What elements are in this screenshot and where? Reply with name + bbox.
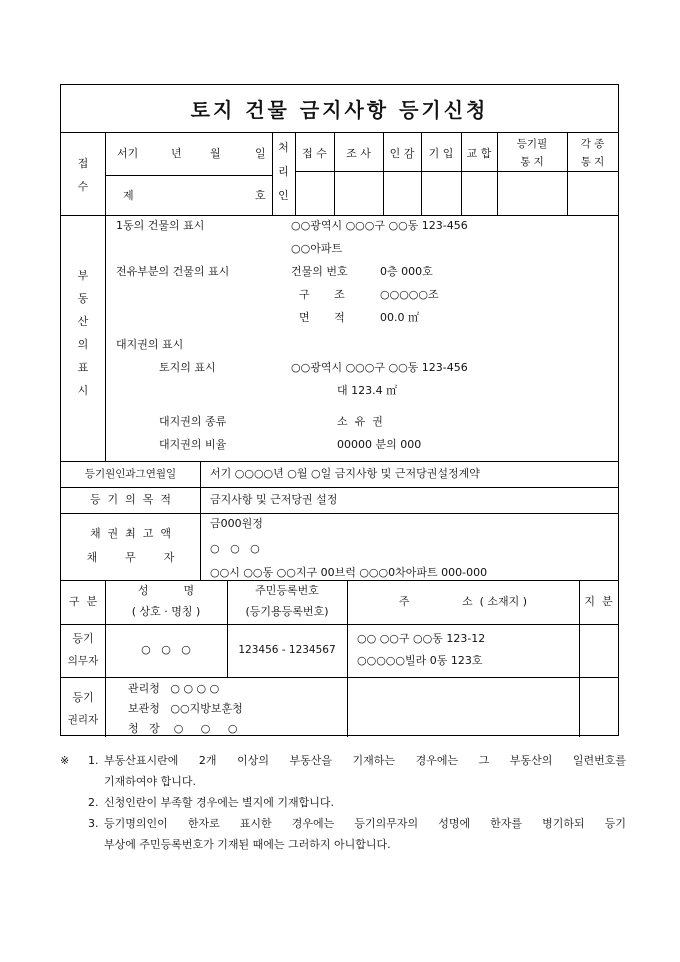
note-3-number: 3. bbox=[88, 817, 99, 830]
note-3 bbox=[60, 813, 626, 834]
divider bbox=[105, 175, 272, 176]
unit-number-value: 0층 000호 bbox=[380, 265, 433, 278]
holder-line-3: 청 장 ○ ○ ○ bbox=[128, 722, 238, 735]
col-verify: 교 합 bbox=[466, 147, 492, 160]
divider bbox=[61, 677, 618, 678]
holder-line-2: 보관청 ○○지방보훈청 bbox=[128, 702, 243, 715]
divider bbox=[295, 171, 618, 172]
property-label-2: 동 bbox=[77, 292, 89, 305]
processing-label-2: 리 bbox=[278, 165, 289, 178]
note-2 bbox=[60, 792, 626, 813]
note-2-text: 신청인란이 부족할 경우에는 별지에 기재합니다. bbox=[104, 796, 335, 809]
receipt-month: 월 bbox=[210, 147, 221, 160]
col-inspect: 조 사 bbox=[346, 147, 371, 160]
form-title: 토지 건물 금지사항 등기신청 bbox=[61, 85, 618, 133]
parties-header-id-a: 주민등록번호 bbox=[255, 584, 319, 597]
receipt-label-b: 수 bbox=[77, 180, 89, 193]
property-label-4: 의 bbox=[77, 338, 89, 351]
parties-header-name-b: ( 상호 · 명칭 ) bbox=[131, 605, 201, 618]
holder-label-a: 등기 bbox=[72, 691, 94, 704]
property-label-1: 부 bbox=[77, 269, 89, 282]
obligor-name: ○ ○ ○ bbox=[141, 643, 191, 656]
divider bbox=[61, 461, 618, 462]
divider bbox=[61, 513, 618, 514]
divider bbox=[61, 580, 618, 581]
building-label: 1동의 건물의 표시 bbox=[116, 219, 205, 232]
divider bbox=[61, 487, 618, 488]
note-3-cont bbox=[60, 834, 626, 855]
right-ratio-label: 대지권의 비율 bbox=[159, 438, 227, 451]
purpose-value: 금지사항 및 근저당권 설정 bbox=[210, 493, 338, 506]
note-3-line-b: 부상에 주민등록번호가 기재된 때에는 그러하지 아니합니다. bbox=[104, 838, 391, 851]
receipt-label-a: 접 bbox=[77, 157, 89, 170]
note-1 bbox=[60, 750, 626, 771]
col-notice-complete-b: 통 지 bbox=[520, 156, 544, 168]
cause-label: 등기원인과그연월일 bbox=[84, 468, 177, 480]
right-type-label: 대지권의 종류 bbox=[159, 415, 227, 428]
divider bbox=[421, 133, 422, 215]
divider bbox=[383, 133, 384, 215]
area-value: 00.0 ㎡ bbox=[380, 311, 419, 324]
note-1-number: 1. bbox=[88, 754, 99, 767]
obligor-label-b: 의무자 bbox=[67, 655, 99, 667]
obligor-address-1: ○○ ○○구 ○○동 123-12 bbox=[357, 632, 486, 645]
divider bbox=[105, 215, 106, 461]
parties-header-address: 주 소 ( 소재지 ) bbox=[398, 595, 528, 608]
land-area: 대 123.4 ㎡ bbox=[337, 384, 398, 397]
obligor-id: 123456 - 1234567 bbox=[238, 644, 336, 656]
obligor-label-a: 등기 bbox=[72, 632, 94, 645]
area-label: 면 적 bbox=[299, 311, 345, 324]
right-type-value: 소 유 권 bbox=[337, 415, 383, 428]
receipt-year-prefix: 서기 bbox=[117, 147, 139, 160]
receipt-number-prefix: 제 bbox=[123, 189, 134, 202]
debtor-label: 채 무 자 bbox=[86, 551, 175, 564]
receipt-year: 년 bbox=[171, 147, 182, 160]
claim-max-value: 금000원정 bbox=[210, 517, 263, 530]
note-3-line-a: 등기명의인이 한자로 표시한 경우에는 등기의무자의 성명에 한자를 병기하되 등기 bbox=[104, 817, 626, 830]
parties-header-name-a: 성 명 bbox=[137, 584, 195, 597]
col-notice-other-b: 통 지 bbox=[580, 156, 605, 168]
receipt-number-suffix: 호 bbox=[255, 189, 266, 202]
divider bbox=[334, 133, 335, 215]
property-label-6: 시 bbox=[77, 384, 89, 397]
note-1-line-b: 기재하여야 합니다. bbox=[104, 775, 197, 788]
cause-value: 서기 ○○○○년 ○월 ○일 금지사항 및 근저당권설정계약 bbox=[210, 467, 480, 480]
right-ratio-value: 00000 분의 000 bbox=[337, 438, 422, 451]
claim-max-label: 채 권 최 고 액 bbox=[89, 527, 172, 540]
divider bbox=[105, 133, 106, 215]
processing-label-1: 처 bbox=[278, 141, 289, 154]
holder-label-b: 권리자 bbox=[67, 714, 99, 726]
unit-number-label: 건물의 번호 bbox=[291, 265, 348, 278]
divider bbox=[461, 133, 462, 215]
registration-form bbox=[60, 84, 619, 736]
obligor-address-2: ○○○○○빌라 0동 123호 bbox=[357, 654, 483, 667]
note-2-number: 2. bbox=[88, 796, 99, 809]
divider bbox=[61, 215, 618, 216]
property-label-5: 표 bbox=[77, 361, 89, 374]
divider bbox=[200, 461, 201, 580]
receipt-day: 일 bbox=[255, 147, 266, 160]
processing-label-3: 인 bbox=[278, 189, 289, 202]
purpose-label: 등 기 의 목 적 bbox=[89, 493, 172, 506]
land-label: 토지의 표시 bbox=[159, 361, 216, 374]
building-address: ○○광역시 ○○○구 ○○동 123-456 bbox=[291, 219, 468, 232]
debtor-address: ○○시 ○○동 ○○지구 00브럭 ○○○0차아파트 000-000 bbox=[210, 566, 488, 579]
note-mark: ※ bbox=[60, 754, 70, 767]
col-receive: 접 수 bbox=[302, 147, 327, 160]
note-1-cont bbox=[60, 771, 626, 792]
land-address: ○○광역시 ○○○구 ○○동 123-456 bbox=[291, 361, 468, 374]
col-seal: 인 감 bbox=[389, 147, 415, 160]
land-right-label: 대지권의 표시 bbox=[116, 338, 184, 351]
divider bbox=[61, 624, 618, 625]
parties-header-type: 구 분 bbox=[68, 595, 98, 608]
debtor-name: ○ ○ ○ bbox=[210, 542, 260, 555]
structure-label: 구 조 bbox=[299, 288, 345, 301]
divider bbox=[105, 580, 106, 737]
parties-header-id-b: (등기용등록번호) bbox=[245, 605, 329, 618]
col-entry: 기 입 bbox=[428, 147, 454, 160]
property-label-3: 산 bbox=[77, 315, 89, 328]
form-notes bbox=[60, 750, 626, 855]
building-name: ○○아파트 bbox=[291, 242, 343, 255]
col-notice-other-a: 각 종 bbox=[580, 138, 605, 150]
parties-header-share: 지 분 bbox=[584, 595, 613, 608]
note-1-line-a: 부동산표시란에 2개 이상의 부동산을 기재하는 경우에는 그 부동산의 일련번호를 bbox=[104, 754, 626, 767]
col-notice-complete-a: 등기필 bbox=[516, 138, 548, 150]
divider bbox=[295, 133, 296, 215]
unit-label: 전유부분의 건물의 표시 bbox=[116, 265, 230, 278]
holder-line-1: 관리청 ○ ○ ○ ○ bbox=[128, 682, 220, 695]
structure-value: ○○○○○조 bbox=[380, 288, 439, 301]
